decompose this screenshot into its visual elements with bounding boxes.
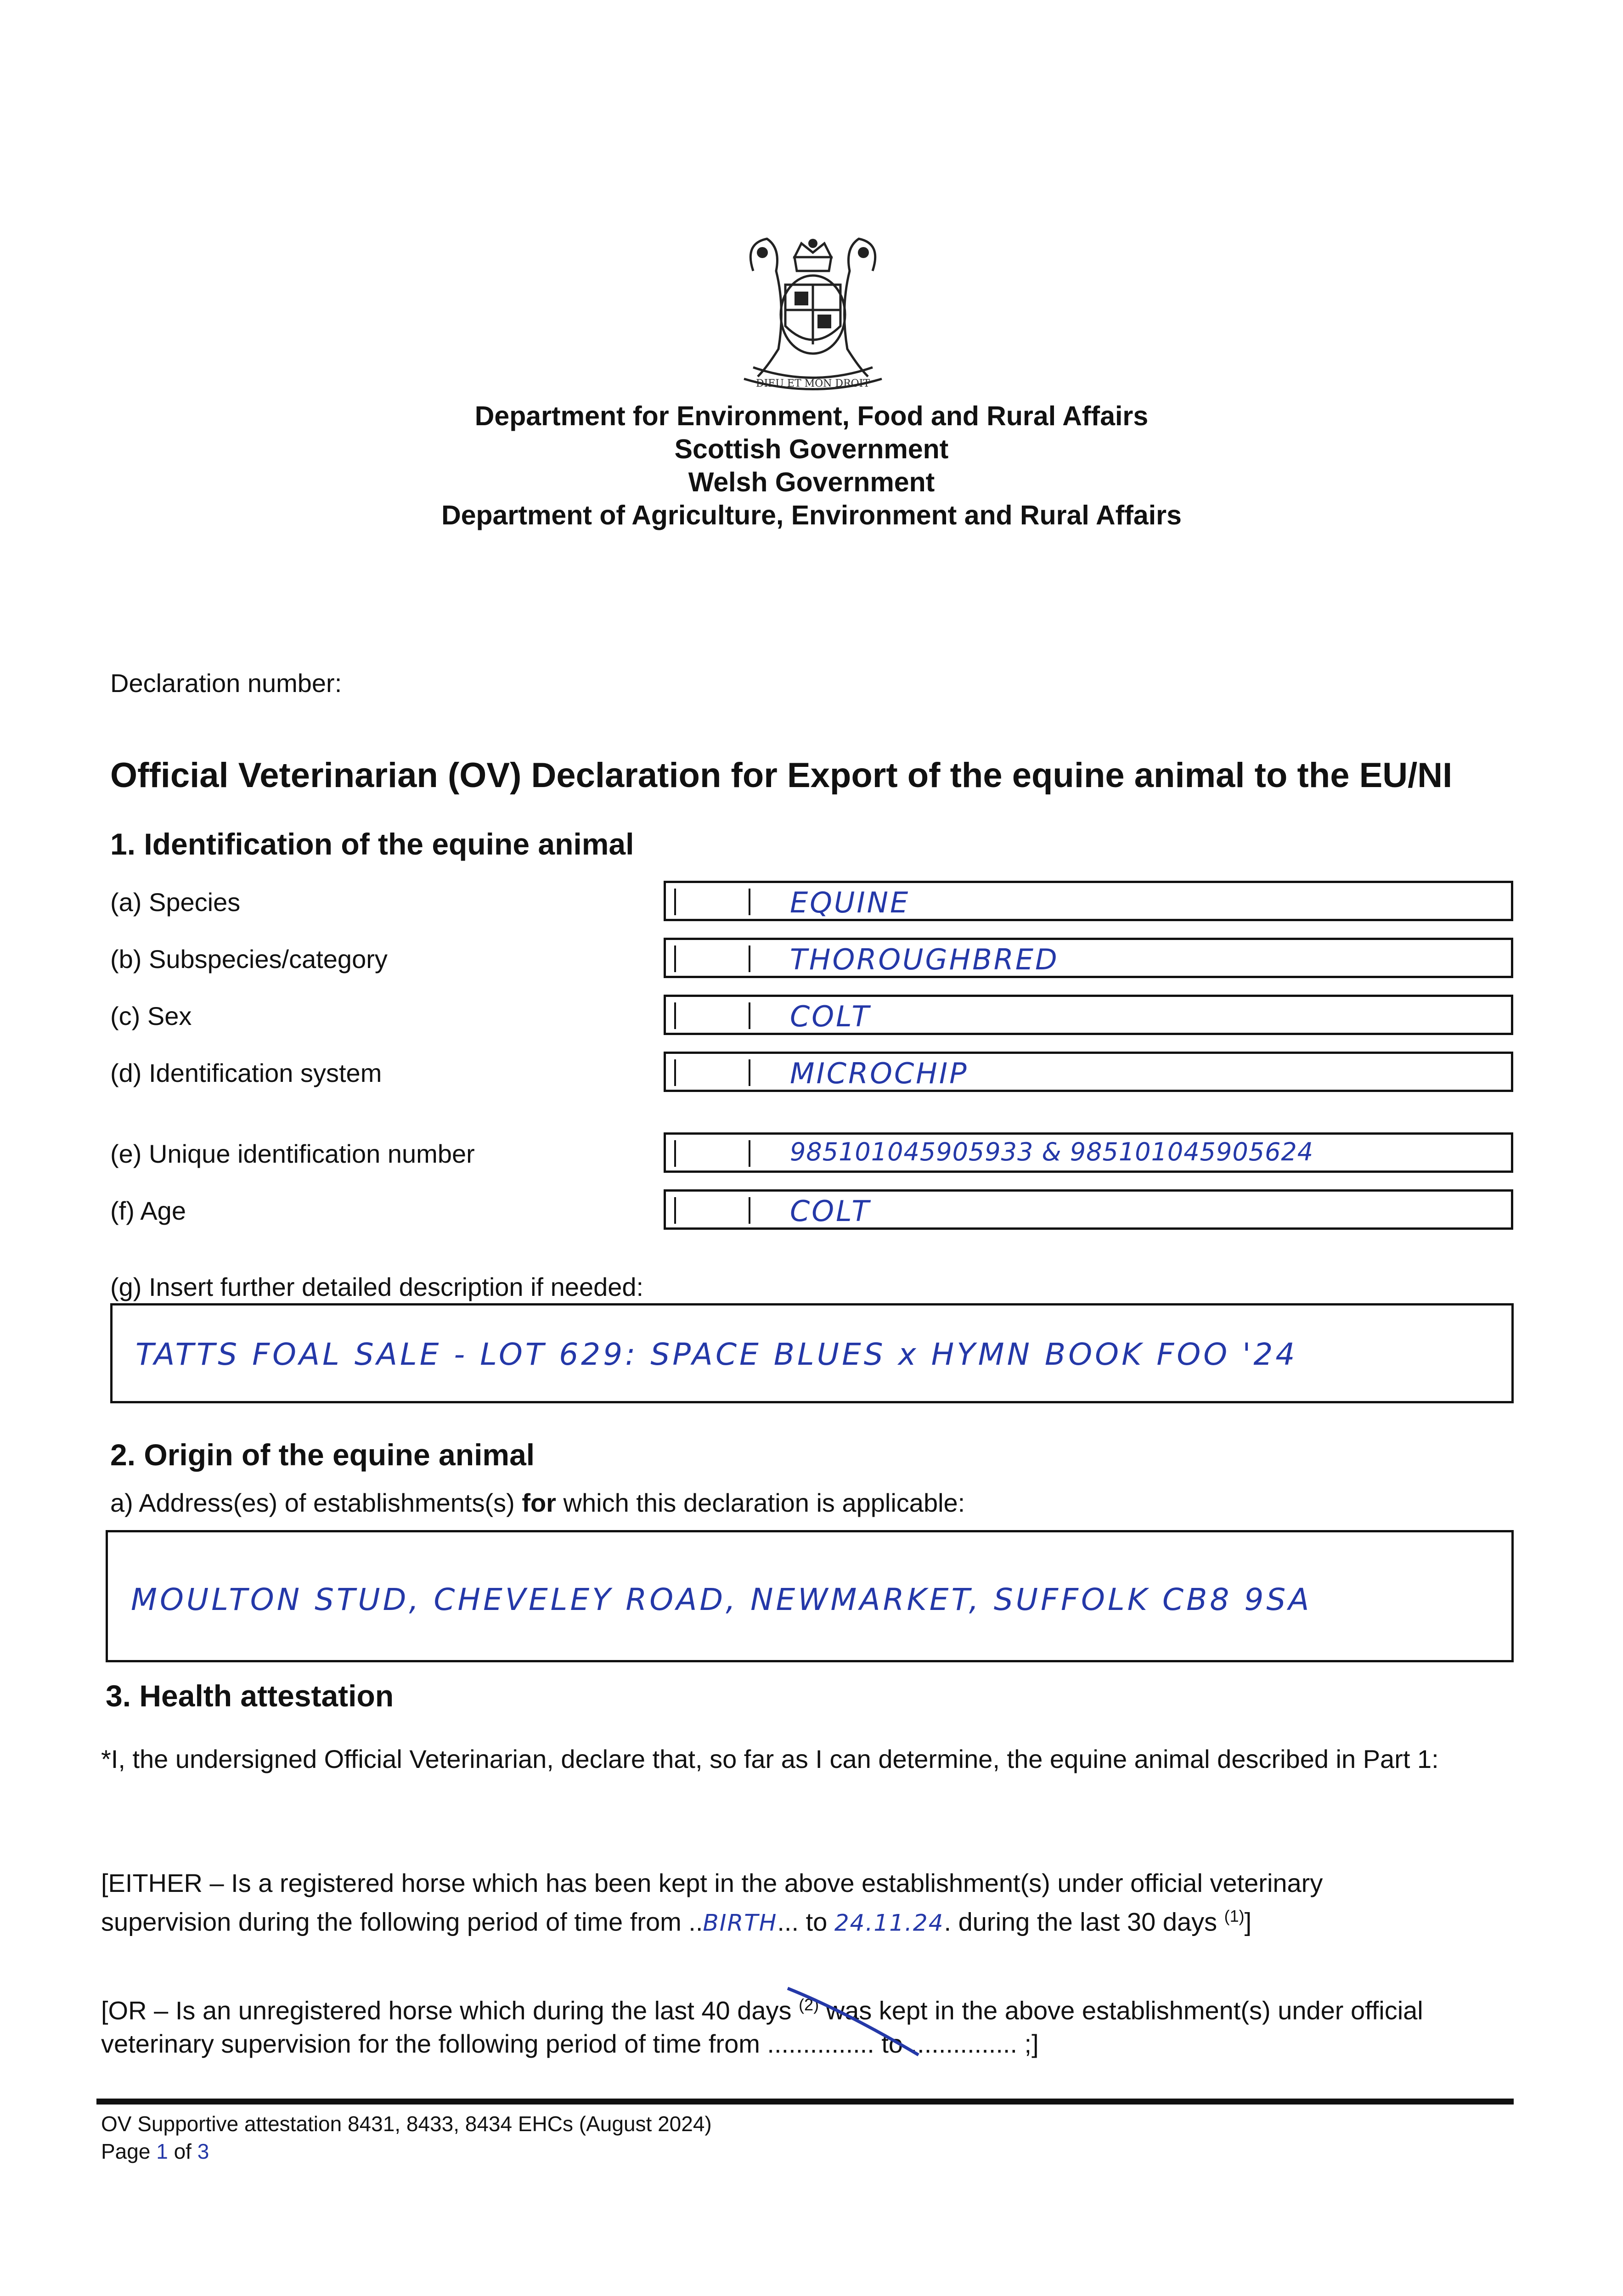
description-value: TATTS FOAL SALE - LOT 629: SPACE BLUES x HYMN BOOK FOO '24 (135, 1337, 1298, 1372)
either-from-value: BIRTH (703, 1909, 778, 1936)
address-label: a) Address(es) of establishments(s) for which this declaration is applicable: (110, 1488, 965, 1517)
identification-system-field[interactable] (664, 1052, 1513, 1092)
identification-system-value: MICROCHIP (790, 1057, 969, 1090)
age-label: (f) Age (110, 1196, 186, 1225)
sex-label: (c) Sex (110, 1002, 192, 1030)
footer-form-reference: OV Supportive attestation 8431, 8433, 8434 EHCs (August 2024) (101, 2112, 712, 2136)
section-2-heading: 2. Origin of the equine animal (110, 1438, 535, 1472)
either-to-value: 24.11.24 (834, 1909, 944, 1936)
species-label: (a) Species (110, 888, 241, 917)
crest-motto: DIEU ET MON DROIT (755, 378, 870, 389)
declaration-number-label: Declaration number: (110, 669, 342, 698)
or-clause: [OR – Is an unregistered horse which during the last 40 days $^{(2)}$ was kept in the above establishment(s) under official veterinary supervision for the following period of time from ............... to ............... ;] (101, 1995, 1423, 2058)
page-number: Page 1 of 3 (101, 2139, 209, 2163)
subspecies-value: THOROUGHBRED (790, 943, 1059, 976)
sex-value: COLT (790, 1000, 871, 1033)
species-field[interactable] (664, 881, 1513, 921)
unique-id-value: 985101045905933 & 985101045905624 (790, 1137, 1314, 1166)
address-value: MOULTON STUD, CHEVELEY ROAD, NEWMARKET, SUFFOLK CB8 9SA (131, 1582, 1312, 1617)
identification-system-label: (d) Identification system (110, 1058, 382, 1087)
age-value: COLT (790, 1194, 871, 1228)
section-1-heading: 1. Identification of the equine animal (110, 827, 634, 861)
unique-id-label: (e) Unique identification number (110, 1139, 475, 1168)
health-attestation-intro: *I, the undersigned Official Veterinarian, declare that, so far as I can determine, the equine animal described in Part 1: (101, 1745, 1439, 1773)
department-name: Welsh Government (688, 467, 935, 497)
issuing-departments (0, 400, 1623, 532)
footer-divider (96, 2099, 1514, 2105)
subspecies-label: (b) Subspecies/category (110, 945, 388, 974)
department-name: Department for Environment, Food and Rural Affairs (474, 401, 1149, 431)
royal-coat-of-arms-icon (726, 216, 900, 400)
department-name: Department of Agriculture, Environment and Rural Affairs (441, 500, 1182, 530)
species-value: EQUINE (790, 886, 910, 919)
page-title: Official Veterinarian (OV) Declaration for Export of the equine animal to the EU/NI (110, 756, 1453, 795)
age-field[interactable] (664, 1189, 1513, 1230)
department-name: Scottish Government (674, 434, 949, 464)
subspecies-field[interactable] (664, 938, 1513, 978)
either-clause: [EITHER – Is a registered horse which has been kept in the above establishment(s) under official veterinary supervision during the following period of time from ..BIRTH... to 24.11.24. during the last 30 days $^{(1)}$] (101, 1868, 1323, 1936)
description-box[interactable] (110, 1303, 1514, 1403)
strike-mark-icon (781, 1979, 928, 2062)
description-label: (g) Insert further detailed description if needed: (110, 1272, 644, 1301)
section-3-heading: 3. Health attestation (106, 1679, 394, 1713)
unique-id-field[interactable] (664, 1132, 1513, 1173)
address-box[interactable] (106, 1530, 1514, 1662)
sex-field[interactable] (664, 995, 1513, 1035)
